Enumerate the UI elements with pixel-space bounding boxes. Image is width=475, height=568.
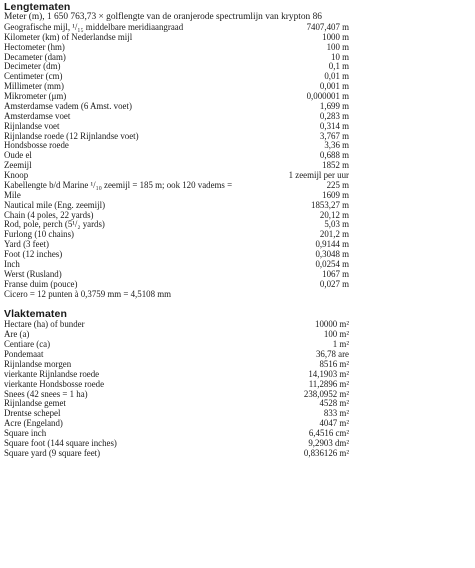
unit-value: 0,001 m <box>319 81 349 92</box>
unit-label: Mile <box>4 189 21 200</box>
unit-value: 225 m <box>326 179 349 190</box>
area-section-title: Vlaktematen <box>4 308 67 321</box>
measurement-table-page <box>4 2 472 459</box>
unit-value: 0,9144 m <box>315 239 349 250</box>
unit-label: Rijnlandse roede (12 Rijnlandse voet) <box>4 130 139 141</box>
unit-value: 0,000001 m <box>306 91 349 102</box>
unit-value: 1067 m <box>322 268 349 279</box>
unit-label: Foot (12 inches) <box>4 249 63 260</box>
area-row <box>4 320 349 330</box>
unit-label: Centiare (ca) <box>4 339 51 350</box>
cicero-line: Cicero = 12 punten à 0,3759 mm = 4,5108 mm <box>4 288 172 299</box>
unit-label: Franse duim (pouce) <box>4 278 78 289</box>
unit-label: Chain (4 poles, 22 yards) <box>4 209 94 220</box>
length-row <box>4 230 349 240</box>
unit-label: Decameter (dam) <box>4 51 66 62</box>
unit-label: Oude el <box>4 150 32 161</box>
unit-label: vierkante Rijnlandse roede <box>4 368 100 379</box>
unit-label: Snees (42 snees = 1 ha) <box>4 388 88 399</box>
unit-value: 8516 m² <box>319 358 349 369</box>
unit-value: 201,2 m <box>319 229 349 240</box>
section-gap <box>4 299 472 309</box>
unit-value: 9,2903 dm² <box>308 437 349 448</box>
unit-value: 0,01 m <box>324 71 349 82</box>
unit-value: 3,767 m <box>319 130 349 141</box>
area-row <box>4 449 349 459</box>
unit-value: 7407,407 m <box>306 21 349 32</box>
unit-label: Knoop <box>4 170 29 181</box>
unit-value: 0,1 m <box>328 61 349 72</box>
unit-label: Furlong (10 chains) <box>4 229 75 240</box>
unit-label: Acre (Engeland) <box>4 418 63 429</box>
unit-label: Amsterdamse voet <box>4 110 71 121</box>
unit-value: 1,699 m <box>319 100 349 111</box>
unit-label: Amsterdamse vadem (6 Amst. voet) <box>4 100 132 111</box>
length-row <box>4 181 349 191</box>
unit-label: Geografische mijl, ¹/₁₅ middelbare meridiaangraad <box>4 21 184 32</box>
area-row <box>4 419 349 429</box>
unit-value: 1853,27 m <box>311 199 349 210</box>
unit-value: 0,027 m <box>319 278 349 289</box>
unit-value: 4528 m² <box>319 398 349 409</box>
unit-value: 11,2896 m² <box>308 378 349 389</box>
unit-label: Zeemijl <box>4 160 32 171</box>
unit-value: 0,314 m <box>319 120 349 131</box>
unit-label: Nautical mile (Eng. zeemijl) <box>4 199 106 210</box>
unit-label: Hectometer (hm) <box>4 41 65 52</box>
unit-value: 0,836126 m² <box>303 447 349 458</box>
unit-label: Rod, pole, perch (5¹/₂ yards) <box>4 219 105 230</box>
unit-label: Werst (Rusland) <box>4 268 62 279</box>
unit-value: 1 m² <box>332 339 349 350</box>
unit-value: 833 m² <box>323 408 349 419</box>
unit-value: 5,03 m <box>324 219 349 230</box>
area-row <box>4 340 349 350</box>
unit-value: 14,1903 m² <box>308 368 349 379</box>
unit-value: 1 zeemijl per uur <box>288 170 349 181</box>
unit-value: 0,688 m <box>319 150 349 161</box>
length-section <box>4 2 472 299</box>
unit-value: 36,78 are <box>315 349 349 360</box>
unit-label: Rijnlandse voet <box>4 120 60 131</box>
unit-value: 238,0952 m² <box>303 388 349 399</box>
area-rows <box>4 320 472 458</box>
unit-value: 0,283 m <box>319 110 349 121</box>
area-row <box>4 330 349 340</box>
unit-label: Hectare (ha) of bunder <box>4 319 85 330</box>
unit-value: 1852 m <box>322 160 349 171</box>
unit-value: 0,3048 m <box>315 249 349 260</box>
length-row <box>4 250 349 260</box>
unit-label: Square foot (144 square inches) <box>4 437 117 448</box>
unit-value: 6,4516 cm² <box>308 428 349 439</box>
length-rows <box>4 23 472 290</box>
unit-label: Hondsbosse roede <box>4 140 69 151</box>
unit-label: Pondemaat <box>4 349 44 360</box>
unit-value: 1000 m <box>322 31 349 42</box>
unit-value: 100 m <box>326 41 349 52</box>
unit-value: 10000 m² <box>315 319 349 330</box>
unit-label: Decimeter (dm) <box>4 61 61 72</box>
unit-label: Square yard (9 square feet) <box>4 447 101 458</box>
unit-label: Are (a) <box>4 329 30 340</box>
unit-label: Millimeter (mm) <box>4 81 64 92</box>
unit-value: 10 m <box>331 51 349 62</box>
unit-value: 0,0254 m <box>315 258 349 269</box>
length-row <box>4 151 349 161</box>
meter-definition: Meter (m), 1 650 763,73 × golflengte van de oranjerode spectrumlijn van krypton 86 <box>4 12 322 22</box>
unit-label: Kilometer (km) of Nederlandse mijl <box>4 31 133 42</box>
unit-label: Rijnlandse gemet <box>4 398 66 409</box>
unit-label: Rijnlandse morgen <box>4 358 72 369</box>
unit-label: Inch <box>4 258 20 269</box>
unit-label: Drentse schepel <box>4 408 61 419</box>
unit-label: Square inch <box>4 428 47 439</box>
length-section-title: Lengtematen <box>4 1 71 13</box>
unit-label: Yard (3 feet) <box>4 239 49 250</box>
unit-label: vierkante Hondsbosse roede <box>4 378 105 389</box>
unit-label: Kabellengte b/d Marine ¹/₁₀ zeemijl = 185 m; ook 120 vadems = <box>4 179 233 190</box>
unit-value: 3,36 m <box>324 140 349 151</box>
unit-value: 20,12 m <box>319 209 349 220</box>
unit-label: Mikrometer (μm) <box>4 91 67 102</box>
unit-value: 100 m² <box>323 329 349 340</box>
area-section <box>4 309 472 458</box>
unit-label: Centimeter (cm) <box>4 71 63 82</box>
unit-value: 4047 m² <box>319 418 349 429</box>
length-row <box>4 141 349 151</box>
unit-value: 1609 m <box>322 189 349 200</box>
